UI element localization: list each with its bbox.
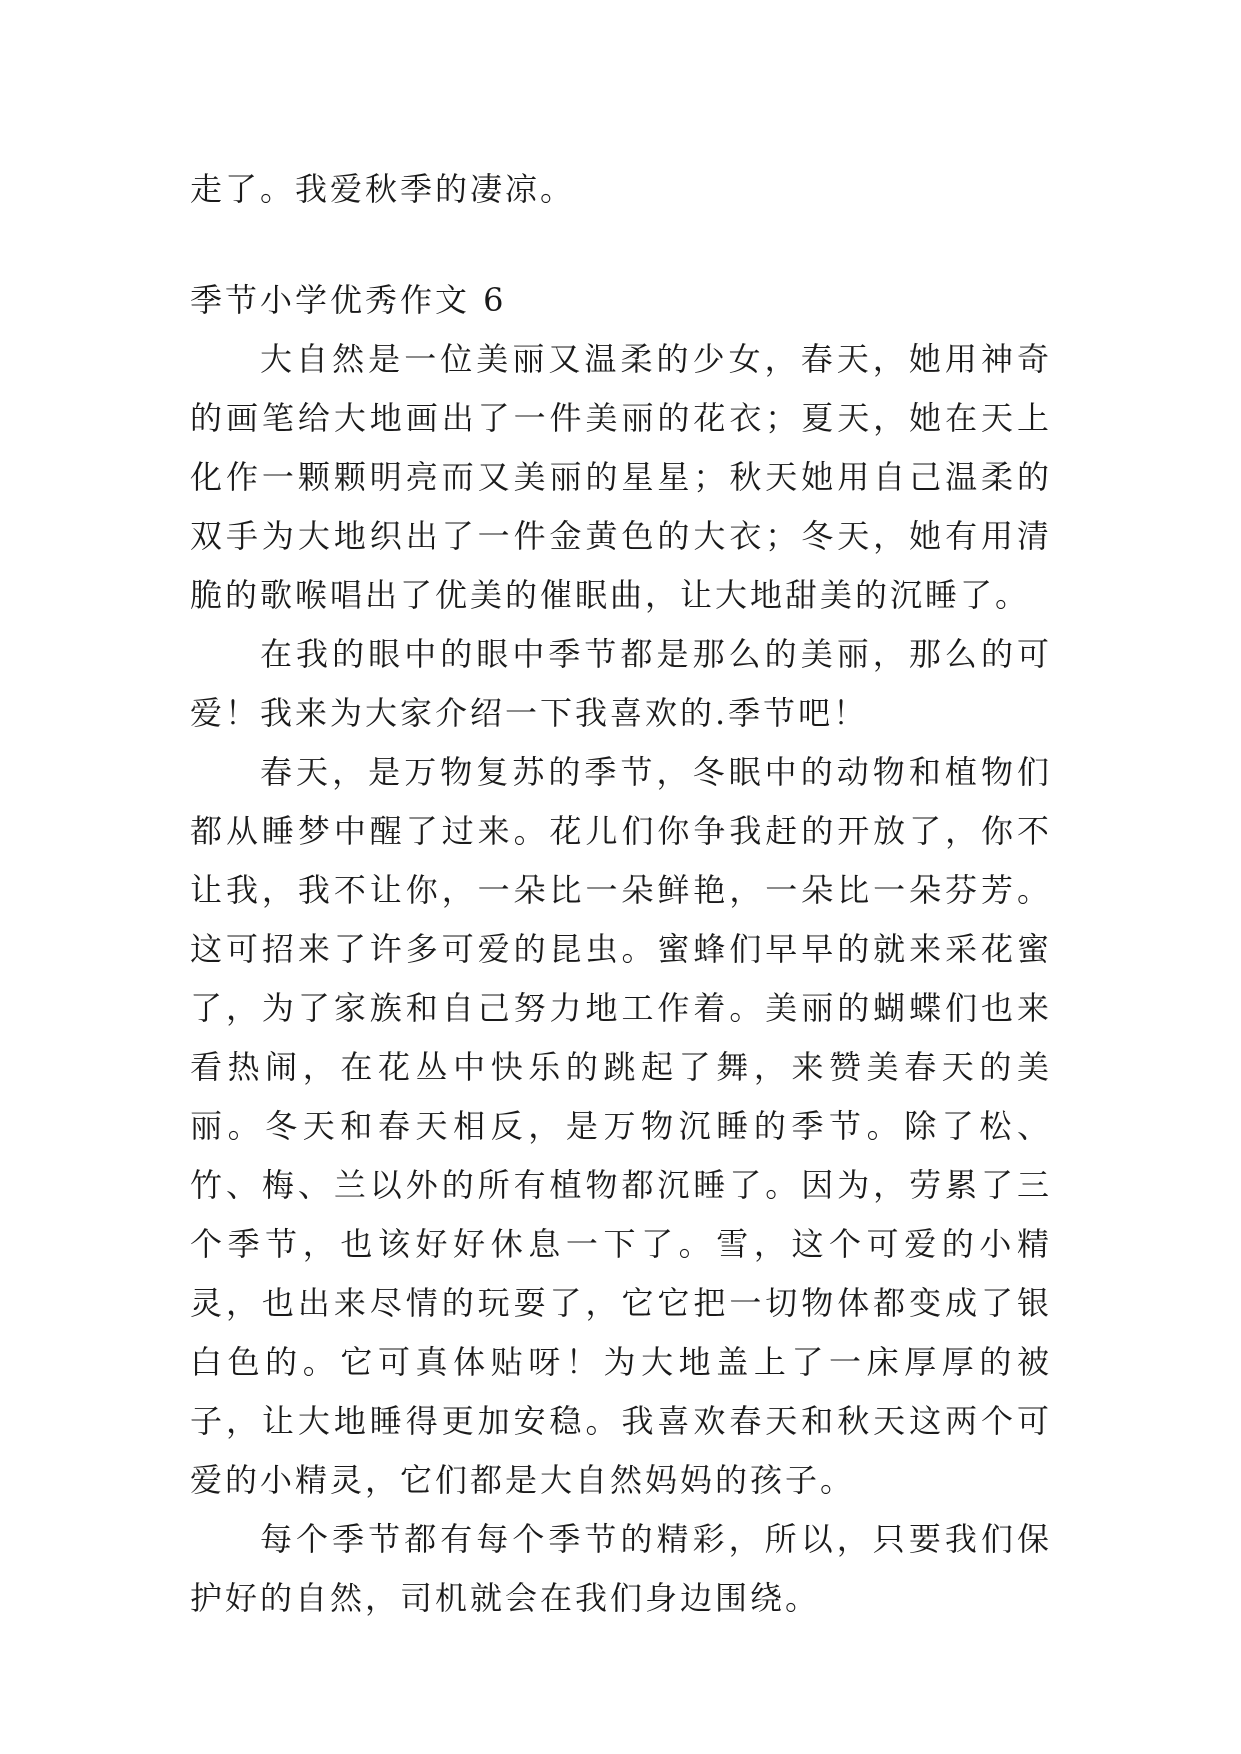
paragraph-1: 大自然是一位美丽又温柔的少女，春天，她用神奇的画笔给大地画出了一件美丽的花衣；夏天，她在天上化作一颗颗明亮而又美丽的星星；秋天她用自己温柔的双手为大地织出了一件金黄色的大衣；冬天，她有用清脆的歌喉唱出了优美的催眠曲，让大地甜美的沉睡了。 (190, 340, 1052, 614)
paragraph-4: 每个季节都有每个季节的精彩，所以，只要我们保护好的自然，司机就会在我们身边围绕。 (190, 1520, 1052, 1617)
section-heading: 季节小学优秀作文 6 (190, 281, 507, 319)
paragraph-2: 在我的眼中的眼中季节都是那么的美丽，那么的可爱！我来为大家介绍一下我喜欢的.季节吧！ (190, 635, 1052, 732)
lead-line: 走了。我爱秋季的凄凉。 (190, 170, 576, 208)
paragraph-3: 春天，是万物复苏的季节，冬眠中的动物和植物们都从睡梦中醒了过来。花儿们你争我赶的开放了，你不让我，我不让你，一朵比一朵鲜艳，一朵比一朵芬芳。这可招来了许多可爱的昆虫。蜜蜂们早早的就来采花蜜了，为了家族和自己努力地工作着。美丽的蝴蝶们也来看热闹，在花丛中快乐的跳起了舞，来赞美春天的美丽。冬天和春天相反，是万物沉睡的季节。除了松、竹、梅、兰以外的所有植物都沉睡了。因为，劳累了三个季节，也该好好休息一下了。雪，这个可爱的小精灵，也出来尽情的玩耍了，它它把一切物体都变成了银白色的。它可真体贴呀！为大地盖上了一床厚厚的被子，让大地睡得更加安稳。我喜欢春天和秋天这两个可爱的小精灵，它们都是大自然妈妈的孩子。 (190, 753, 1052, 1499)
document-body (190, 160, 1052, 1628)
